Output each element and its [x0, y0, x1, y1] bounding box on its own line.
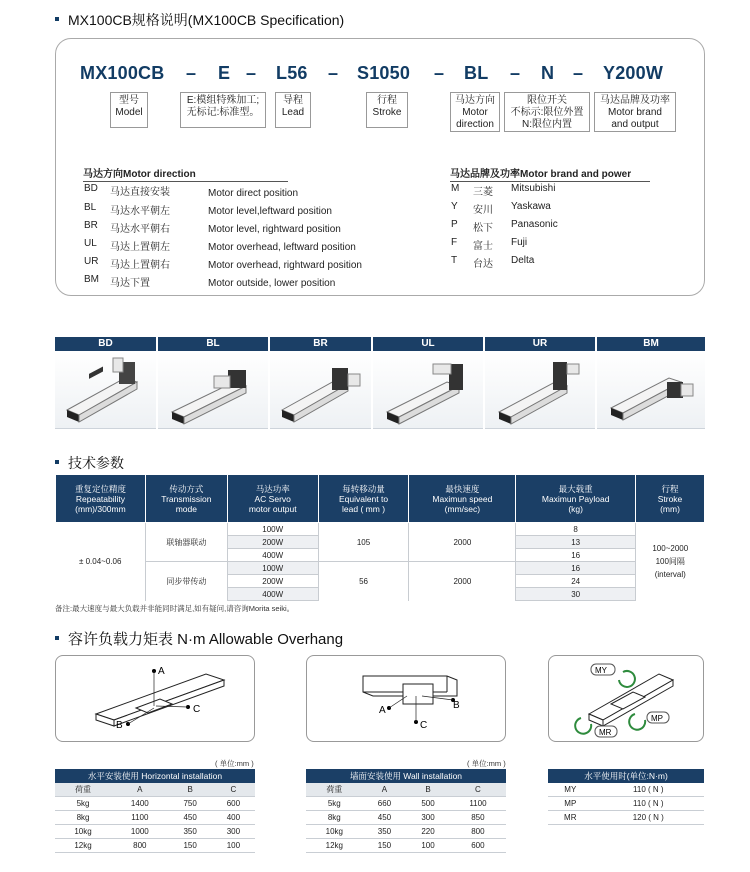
cell: 100 [212, 839, 255, 853]
direction-cn: 马达上置朝左 [110, 242, 170, 253]
tech-header-en: (mm) [660, 503, 680, 514]
direction-cn: 马达水平朝右 [110, 224, 170, 235]
tech-header-en: AC Servo [254, 493, 291, 504]
spec-title-text: MX100CB规格说明(MX100CB Specification) [68, 12, 345, 28]
cell: MY [548, 783, 593, 797]
code-model: MX100CB [80, 63, 165, 83]
actuator-bd-illustration [55, 352, 156, 428]
label-direction [450, 92, 500, 132]
position-header: BR [270, 337, 371, 351]
tech-header-cn: 行程 [661, 483, 679, 494]
label-mp: MP [651, 714, 663, 723]
rotate-icon [629, 714, 645, 730]
cell: 800 [450, 825, 506, 839]
table-header-row [306, 783, 506, 797]
table-row [55, 825, 255, 839]
label-stroke [366, 92, 408, 128]
table-row [55, 811, 255, 825]
payload-cell: 8 [516, 523, 636, 536]
table-row [306, 797, 506, 811]
overhang-title-text: 容许负载力矩表 N·m Allowable Overhang [68, 631, 344, 648]
cell: 300 [406, 811, 450, 825]
label-cn: 导程 [283, 95, 303, 106]
actuator-ul-illustration [373, 352, 483, 428]
tech-header [516, 475, 636, 523]
wall-unit: ( 单位:mm ) [467, 759, 506, 768]
tech-row [56, 562, 705, 575]
direction-en: Motor overhead, rightward position [208, 260, 362, 271]
position-image [597, 352, 705, 429]
tech-header-cn: 每转移动量 [342, 483, 385, 494]
power-cell: 200W [227, 536, 318, 549]
label-cn: N:限位内置 [522, 119, 572, 130]
brand-en: Mitsubishi [511, 183, 556, 194]
power-cell: 400W [227, 549, 318, 562]
payload-cell: 16 [516, 562, 636, 575]
repeatability-cell: ± 0.04~0.06 [56, 523, 146, 601]
cell: 220 [406, 825, 450, 839]
direction-cn: 马达上置朝右 [110, 260, 170, 271]
direction-en: Motor level,leftward position [208, 206, 332, 217]
section-bullet [55, 636, 59, 640]
label-cn: 行程 [377, 95, 397, 106]
tech-header [636, 475, 705, 523]
cell: 1100 [450, 797, 506, 811]
brand-en: Yaskawa [511, 201, 551, 212]
tech-table [55, 474, 705, 601]
tech-header [145, 475, 227, 523]
col-header: B [406, 783, 450, 797]
label-b: B [453, 700, 460, 711]
direction-en: Motor outside, lower position [208, 278, 336, 289]
mode-cell: 联轴器联动 [145, 523, 227, 562]
tech-note: 备注:最大速度与最大负载并非能同时满足,如有疑问,请咨询Morita seiki。 [55, 604, 295, 613]
tech-row [56, 523, 705, 536]
label-en: 无标记:标准型。 [186, 107, 260, 118]
tech-header-en: motor output [248, 503, 297, 514]
code-limit: N [541, 63, 555, 83]
power-cell: 200W [227, 575, 318, 588]
position-image [55, 352, 156, 429]
table-row [306, 825, 506, 839]
label-cn: 型号 [119, 95, 139, 106]
stroke-interval-cn: 100间隔 [655, 557, 685, 567]
cell: 750 [169, 797, 212, 811]
position-header: BL [158, 337, 268, 351]
table-header-row [55, 783, 255, 797]
label-cn: 不标示:限位外置 [510, 107, 584, 118]
brand-code: M [451, 183, 460, 194]
cell: 8kg [306, 811, 363, 825]
brand-en: Fuji [511, 237, 528, 248]
tech-header-en: lead ( mm ) [342, 503, 386, 514]
direction-code: UR [84, 256, 99, 267]
brand-code: T [451, 255, 458, 266]
stroke-interval-en: (interval) [654, 570, 686, 580]
tech-title-text: 技术参数 [68, 455, 124, 471]
table-row [548, 811, 704, 825]
cell: 100 [406, 839, 450, 853]
label-cn: 马达方向 [455, 95, 495, 106]
position-header: BD [55, 337, 156, 351]
label-en: Motor [462, 107, 488, 118]
cell: 500 [406, 797, 450, 811]
label-c: C [420, 720, 428, 731]
code-dash: – [510, 63, 521, 83]
label-cn: E:模组特殊加工; [186, 95, 260, 106]
tech-header-en: (mm)/300mm [75, 503, 126, 514]
label-en: and output [611, 119, 659, 130]
cell: MP [548, 797, 593, 811]
horizontal-diagram [55, 655, 255, 742]
overhang-section-title [55, 628, 343, 649]
tech-header [56, 475, 146, 523]
cell: 660 [363, 797, 407, 811]
position-image [485, 352, 595, 429]
cell: 850 [450, 811, 506, 825]
direction-cn: 马达水平朝左 [110, 206, 170, 217]
payload-cell: 16 [516, 549, 636, 562]
horizontal-diagram-illustration [56, 656, 256, 743]
position-image [373, 352, 483, 429]
speed-cell: 2000 [409, 523, 516, 562]
stroke-range: 100~2000 [652, 544, 689, 554]
tech-header-en: Repeatability [75, 493, 126, 504]
direction-en: Motor overhead, leftward position [208, 242, 356, 253]
direction-code: BD [84, 183, 98, 194]
moment-diagram-illustration [549, 656, 705, 743]
tech-header-cn: 重复定位精度 [74, 483, 126, 494]
direction-code: BL [84, 202, 97, 213]
code-dash: – [186, 63, 197, 83]
tech-header-en: Maximun Payload [541, 493, 610, 504]
code-dash: – [434, 63, 445, 83]
position-header: BM [597, 337, 705, 351]
cell: 120 ( N ) [593, 811, 704, 825]
cell: 110 ( N ) [593, 783, 704, 797]
label-cn: 限位开关 [527, 95, 567, 106]
payload-cell: 24 [516, 575, 636, 588]
cell: 1000 [111, 825, 169, 839]
cell: 5kg [306, 797, 363, 811]
position-image [158, 352, 268, 429]
tech-header-row [56, 475, 705, 523]
mode-cell: 同步带传动 [145, 562, 227, 601]
code-dash: – [573, 63, 584, 83]
cell: 8kg [55, 811, 111, 825]
tech-header-en: (kg) [568, 503, 583, 514]
actuator-br-illustration [270, 352, 371, 428]
brand-cn: 松下 [473, 223, 493, 234]
brand-en: Delta [511, 255, 535, 266]
section-bullet [55, 460, 59, 464]
label-a: A [158, 666, 165, 677]
tech-header-en: Stroke [657, 493, 683, 504]
table-row [548, 783, 704, 797]
position-image [270, 352, 371, 429]
label-a: A [379, 705, 386, 716]
label-lead [275, 92, 311, 128]
cell: 350 [169, 825, 212, 839]
power-cell: 100W [227, 562, 318, 575]
direction-code: UL [84, 238, 97, 249]
cell: 1100 [111, 811, 169, 825]
payload-cell: 13 [516, 536, 636, 549]
power-cell: 100W [227, 523, 318, 536]
position-header: UL [373, 337, 483, 351]
wall-table [306, 769, 506, 853]
col-header: C [450, 783, 506, 797]
brand-cn: 富士 [473, 241, 493, 252]
tech-header-en: Equivalent to [338, 493, 389, 504]
col-header: 荷重 [55, 783, 111, 797]
rotate-icon [619, 671, 635, 687]
payload-cell: 30 [516, 588, 636, 601]
speed-cell: 2000 [409, 562, 516, 601]
tech-header-cn: 最快速度 [445, 483, 480, 494]
code-e: E [218, 63, 231, 83]
cell: 350 [363, 825, 407, 839]
tech-header-en: Maximun speed [432, 493, 493, 504]
col-header: B [169, 783, 212, 797]
direction-code: BM [84, 274, 99, 285]
wall-diagram [306, 655, 506, 742]
col-header: A [111, 783, 169, 797]
col-header: C [212, 783, 255, 797]
label-model [110, 92, 148, 128]
direction-cn: 马达下置 [110, 278, 150, 289]
wall-diagram-illustration [307, 656, 507, 743]
label-b: B [116, 720, 123, 731]
table-row [548, 797, 704, 811]
tech-header-en: (mm/sec) [444, 503, 481, 514]
moment-diagram [548, 655, 704, 742]
table-row [306, 811, 506, 825]
cell: 600 [212, 797, 255, 811]
tech-header-cn: 最大载重 [558, 483, 593, 494]
cell: 150 [363, 839, 407, 853]
label-cn: 马达品牌及功率 [600, 95, 670, 106]
lead-cell: 56 [318, 562, 409, 601]
cell: 800 [111, 839, 169, 853]
label-c: C [193, 704, 201, 715]
cell: 12kg [306, 839, 363, 853]
label-brand [594, 92, 676, 132]
cell: 10kg [55, 825, 111, 839]
cell: 12kg [55, 839, 111, 853]
cell: 5kg [55, 797, 111, 811]
label-en: Lead [281, 107, 305, 118]
table-row [306, 839, 506, 853]
horizontal-table [55, 769, 255, 853]
tech-header [409, 475, 516, 523]
direction-cn: 马达直接安装 [110, 187, 170, 198]
brand-cn: 台达 [473, 259, 493, 270]
tech-section-title [55, 453, 124, 473]
direction-en: Motor direct position [208, 188, 299, 199]
horizontal-unit: ( 单位:mm ) [215, 759, 254, 768]
table-row [55, 797, 255, 811]
actuator-bm-illustration [597, 352, 705, 428]
brand-cn: 安川 [473, 205, 493, 216]
cell: 600 [450, 839, 506, 853]
moment-table-title: 水平使用时(单位:N·m) [548, 769, 704, 783]
col-header: A [363, 783, 407, 797]
brand-code: F [451, 237, 458, 248]
cell: 1400 [111, 797, 169, 811]
horizontal-table-title: 水平安装使用 Horizontal installation [55, 769, 255, 783]
code-direction: BL [464, 63, 489, 83]
brand-code: Y [451, 201, 458, 212]
code-dash: – [246, 63, 257, 83]
label-en: Stroke [372, 107, 402, 118]
code-lead: L56 [276, 63, 308, 83]
col-header: 荷重 [306, 783, 363, 797]
actuator-bl-illustration [158, 352, 268, 428]
position-header: UR [485, 337, 595, 351]
brand-cn: 三菱 [473, 187, 493, 198]
cell: MR [548, 811, 593, 825]
section-bullet [55, 17, 59, 21]
label-en: direction [456, 119, 494, 130]
tech-header-en: Transmission [161, 493, 212, 504]
cell: 400 [212, 811, 255, 825]
cell: 450 [169, 811, 212, 825]
direction-en: Motor level, rightward position [208, 224, 341, 235]
tech-header-cn: 马达功率 [255, 483, 290, 494]
brand-heading: 马达品牌及功率Motor brand and power [450, 165, 650, 182]
code-stroke: S1050 [357, 63, 411, 83]
brand-en: Panasonic [511, 219, 558, 230]
moment-table [548, 769, 704, 825]
tech-header-cn: 传动方式 [169, 483, 204, 494]
direction-code: BR [84, 220, 98, 231]
label-en: Motor brand [608, 107, 662, 118]
cell: 150 [169, 839, 212, 853]
label-my: MY [595, 666, 607, 675]
cell: 450 [363, 811, 407, 825]
tech-header [227, 475, 318, 523]
brand-code: P [451, 219, 458, 230]
cell: 10kg [306, 825, 363, 839]
cell: 110 ( N ) [593, 797, 704, 811]
code-dash: – [328, 63, 339, 83]
actuator-ur-illustration [485, 352, 595, 428]
label-mr: MR [599, 728, 612, 737]
tech-header [318, 475, 409, 523]
wall-table-title: 墙面安装使用 Wall installation [306, 769, 506, 783]
label-e [180, 92, 266, 128]
stroke-cell [636, 523, 705, 601]
power-cell: 400W [227, 588, 318, 601]
label-limit [504, 92, 590, 132]
cell: 300 [212, 825, 255, 839]
label-en: Model [115, 107, 143, 118]
lead-cell: 105 [318, 523, 409, 562]
table-row [55, 839, 255, 853]
tech-header-en: mode [175, 503, 197, 514]
code-brand: Y200W [603, 63, 664, 83]
direction-heading: 马达方向Motor direction [83, 165, 288, 182]
spec-section-title [55, 10, 344, 30]
